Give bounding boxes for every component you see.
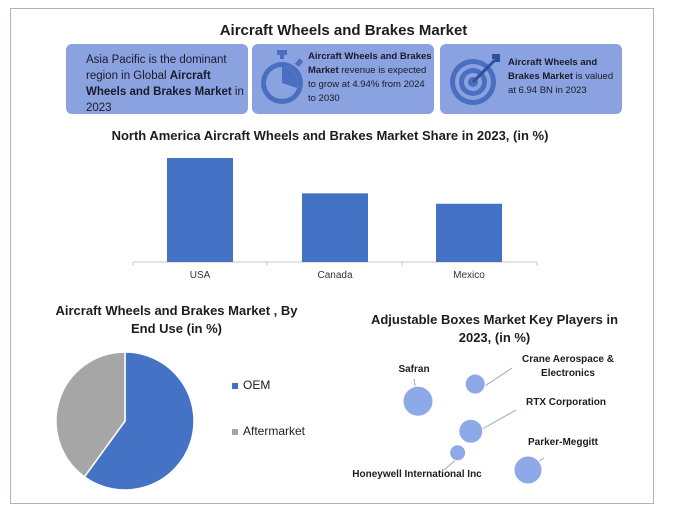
bubble-label-honeywell: Honeywell International Inc (352, 469, 482, 480)
card-text: Aircraft Wheels and Brakes Market is valued at 6.94 BN in 2023 (508, 57, 614, 96)
bubble-label-parker: Parker-Meggitt (527, 437, 598, 448)
bubble-label-safran: Safran (398, 364, 430, 375)
x-tick-label: USA (189, 270, 211, 281)
bubble (514, 456, 542, 484)
bubble (459, 419, 483, 443)
card-text: Asia Pacific is the dominant region in Global Aircraft Wheels and Brakes Market in 2023 (86, 54, 244, 114)
bar-chart-title: North America Aircraft Wheels and Brakes Market Share in 2023, (in %) (111, 128, 549, 143)
bubble-label-crane: Crane Aerospace & Electronics (522, 354, 614, 379)
legend-aftermarket: Aftermarket (232, 424, 305, 438)
bubble (403, 386, 433, 416)
bubble-chart-title: Adjustable Boxes Market Key Players in 2023, (in %) (370, 312, 619, 345)
card-text: Aircraft Wheels and Brakes Market revenue is expected to grow at 4.94% from 2024 to 2030 (308, 51, 432, 104)
pie-chart-title: Aircraft Wheels and Brakes Market , By End Use (in %) (55, 303, 298, 336)
bubble (465, 374, 485, 394)
legend-oem: OEM (232, 378, 270, 392)
x-tick-label: Canada (317, 270, 353, 281)
x-tick-label: Mexico (453, 270, 485, 281)
bubble-label-rtx: RTX Corporation (526, 397, 606, 408)
page-title: Aircraft Wheels and Brakes Market (219, 22, 468, 39)
bubble (450, 445, 466, 461)
